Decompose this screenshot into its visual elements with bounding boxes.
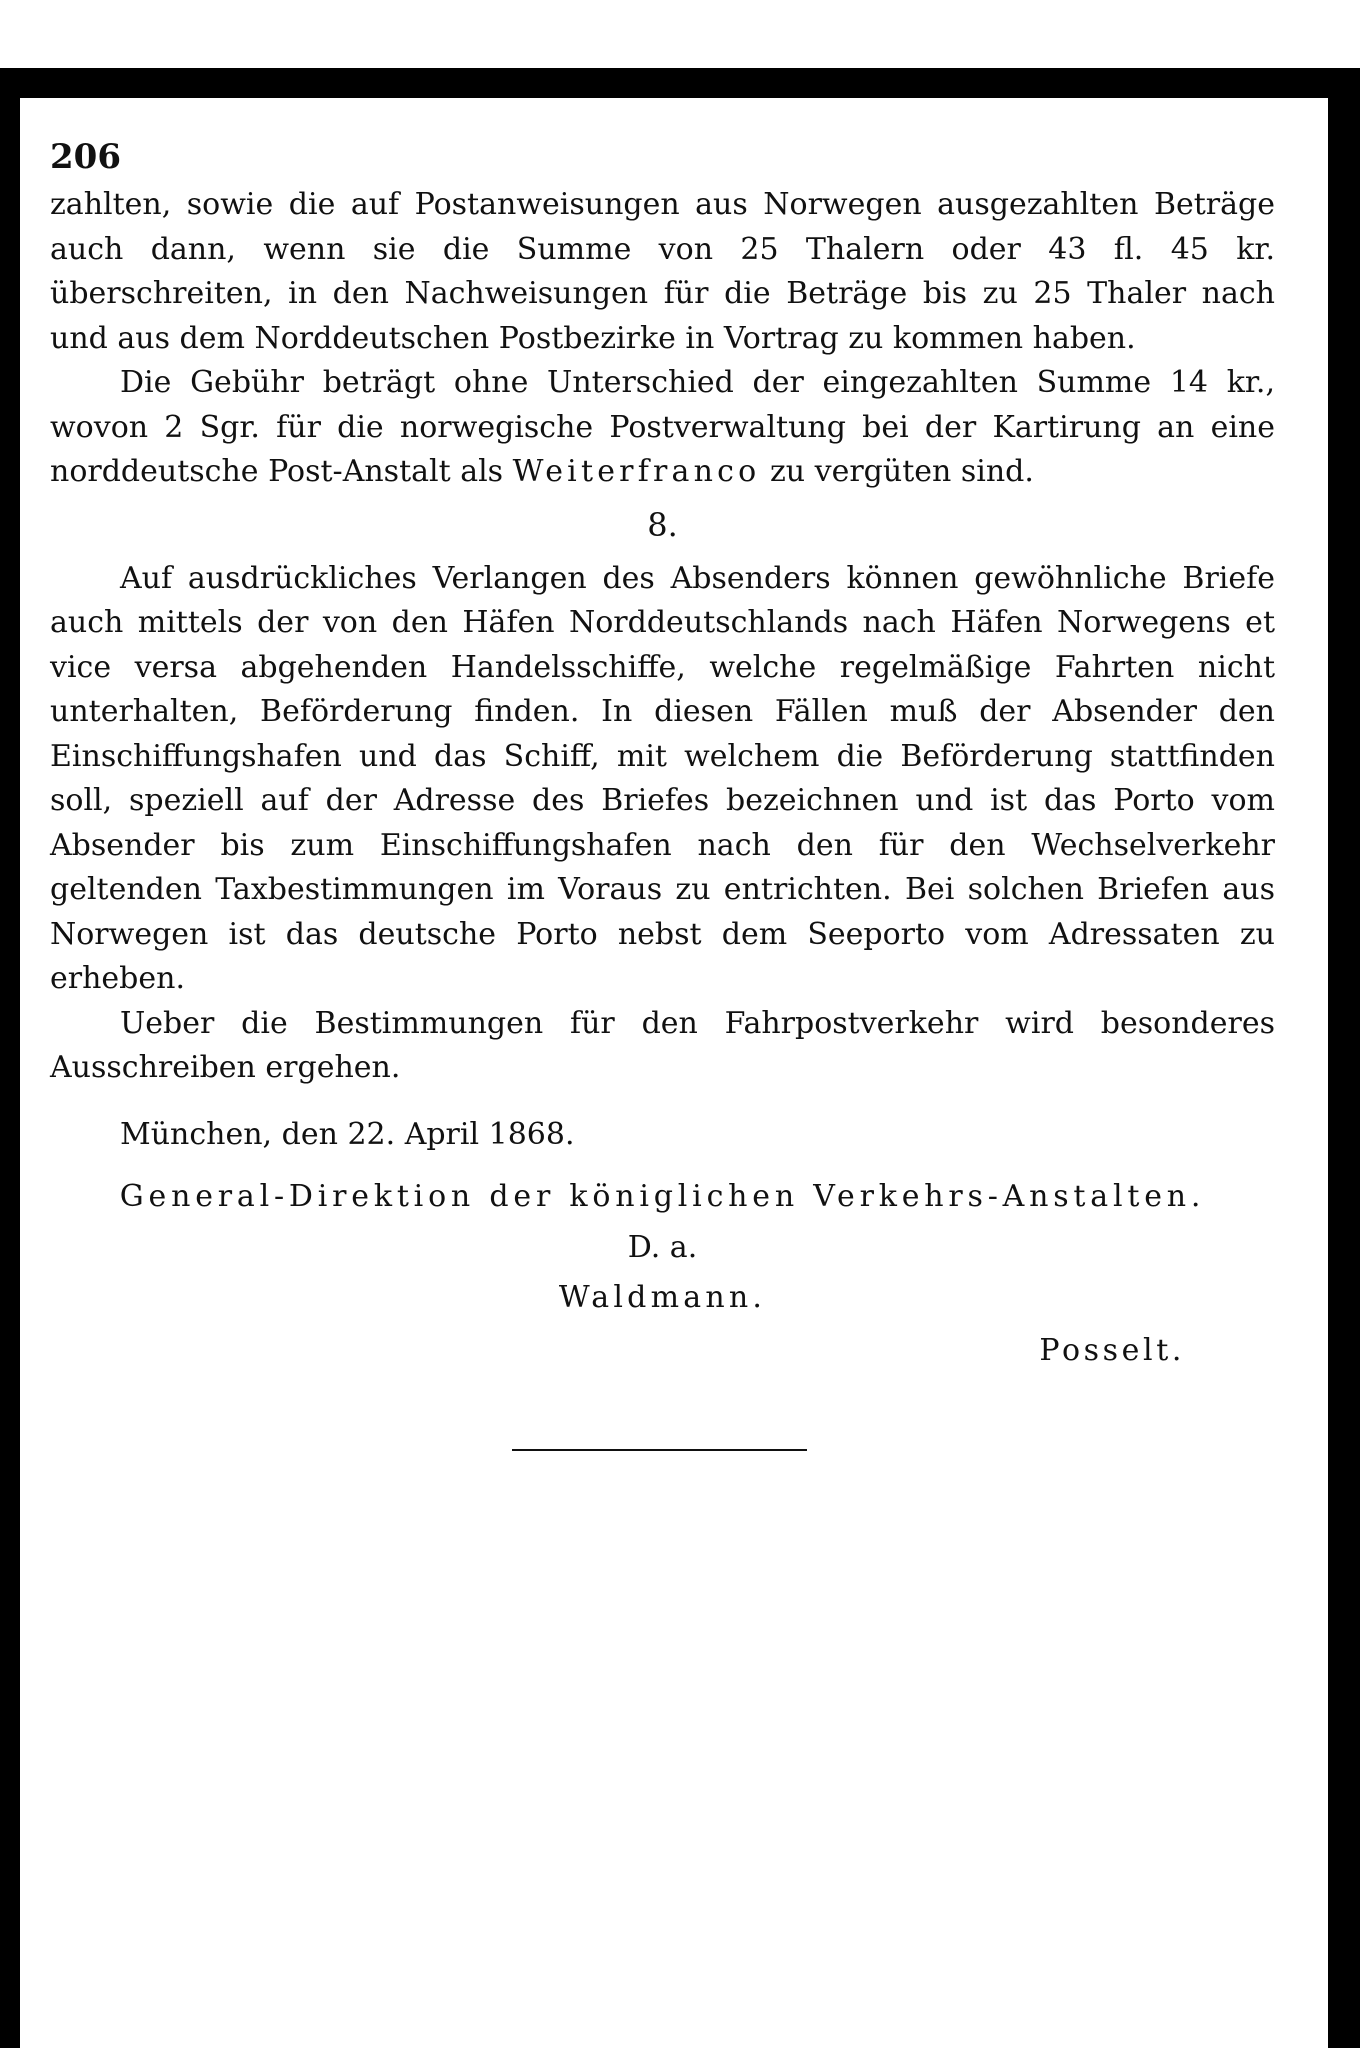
page-number: 206 — [50, 137, 121, 177]
signature-posselt: Posselt. — [1039, 1332, 1185, 1368]
scan-border-left — [0, 68, 20, 2048]
paragraph-fee — [50, 361, 1275, 495]
scan-border-right — [1328, 68, 1360, 2048]
page-content — [50, 135, 1275, 1451]
issuing-authority: General-Direktion der königlichen Verkehrs-Anstalten. — [119, 1179, 1206, 1214]
scan-border-top — [0, 68, 1360, 98]
paragraph-ship-mail: Auf ausdrückliches Verlangen des Absenders können gewöhnliche Briefe auch mittels der von den Häfen Norddeutschlands nach Häfen Norwegens et vice versa abgehenden Handelsschiffe, welche regelmäßige Fahrten nicht unterhalten, Beförderung finden. In diesen Fällen muß der Absender den Einschiffungshafen und das Schiff, mit welchem die Beförderung stattfinden soll, speziell auf der Adresse des Briefes bezeichnen und ist das Porto vom Absender bis zum Einschiffungshafen nach den für den Wechselverkehr geltenden Taxbestimmungen im Voraus zu entrichten. Bei solchen Briefen aus Norwegen ist das deutsche Porto nebst dem Seeporto vom Adressaten zu erheben. — [50, 560, 1275, 996]
date-line: München, den 22. April 1868. — [120, 1116, 575, 1152]
signature-waldmann: Waldmann. — [558, 1280, 767, 1315]
section-number: 8. — [647, 505, 678, 544]
paragraph-fee-end: zu vergüten sind. — [760, 454, 1034, 489]
closing-rule — [512, 1449, 807, 1451]
paragraph-parcel-post: Ueber die Bestimmungen für den Fahrpostverkehr wird besonderes Ausschreiben ergehen. — [50, 1005, 1275, 1085]
paragraph-continuation: zahlten, sowie die auf Postanweisungen aus Norwegen ausgezahlten Beträge auch dann, wenn sie die Summe von 25 Thalern oder 43 fl. 45 kr. überschreiten, in den Nachweisungen für die Beträge bis zu 25 Thaler nach und aus dem Norddeutschen Postbezirke in Vortrag zu kommen haben. — [50, 187, 1275, 356]
paragraph-fee-text: Die Gebühr beträgt ohne Unterschied der eingezahlten Summe 14 kr., wovon 2 Sgr. für die norwegische Postverwaltung bei der Kartirung an eine norddeutsche Post-Anstalt als — [50, 365, 1275, 489]
paragraph-fee-emphasis: Weiterfranco — [512, 454, 761, 489]
d-a-line: D. a. — [627, 1229, 698, 1265]
